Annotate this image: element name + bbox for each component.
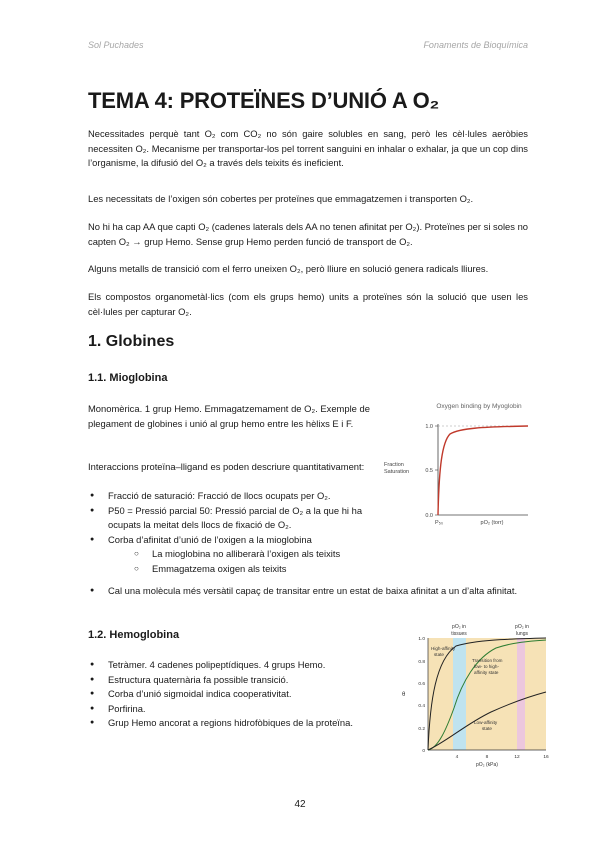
mioglobina-last-bullet	[88, 584, 528, 599]
hemoglobina-bullet-list	[88, 658, 408, 731]
sub-bullet-list	[132, 547, 370, 576]
transition-label-line3: affinity state	[474, 670, 499, 675]
tissues-label-line2: tissues	[451, 631, 467, 637]
y-tick-label: 0.0	[425, 513, 433, 519]
intro-paragraph: Els compostos organometàl·lics (com els grups hemo) units a proteïnes són la solució que usen les cèl·lules per capturar O₂.	[88, 291, 528, 317]
lungs-label-line1: pO₂ in	[515, 624, 529, 630]
hemoglobin-binding-chart	[396, 620, 554, 768]
subsection-heading-mioglobina: 1.1. Mioglobina	[88, 372, 168, 384]
list-item: ● Grup Hemo ancorat a regions hidrofòbiques de la proteïna.	[88, 716, 408, 731]
y-tick-label: 0	[422, 749, 425, 754]
list-item: ● Corba d’unió sigmoidal indica cooperativitat.	[88, 687, 408, 702]
sub-list-item: ○ La mioglobina no alliberarà l’oxigen als teixits	[132, 547, 370, 562]
lungs-label-line2: lungs	[516, 631, 528, 637]
list-item: ● Fracció de saturació: Fracció de llocs ocupats per O₂.	[88, 489, 370, 504]
y-tick-label: 0.2	[418, 727, 425, 732]
y-tick-label: 0.4	[418, 704, 425, 709]
mioglobina-bullet-list	[88, 489, 370, 576]
x-tick-label: 8	[485, 755, 489, 760]
myoglobin-binding-chart	[382, 398, 530, 530]
x-tick-label: 4	[455, 755, 459, 760]
mioglobina-description: Monomèrica. 1 grup Hemo. Emmagatzemament de O₂. Exemple de plegament de globines i unió al grup hemo entre les hèlixs E i F.	[88, 403, 370, 429]
chart-title: Oxygen binding by Myoglobin	[436, 403, 522, 410]
intro-paragraph: Alguns metalls de transició com el ferro uneixen O₂, però lliure en solució genera radicals lliures.	[88, 263, 489, 274]
y-tick-label: 0.6	[418, 682, 425, 687]
lungs-band	[517, 638, 525, 750]
subsection-heading-hemoglobina: 1.2. Hemoglobina	[88, 629, 180, 641]
list-item: ● Porfirina.	[88, 702, 408, 717]
tissues-label-line1: pO₂ in	[452, 624, 466, 630]
high-affinity-label-line1: High-affinity	[431, 646, 456, 651]
header-course: Fonaments de Bioquímica	[423, 40, 528, 50]
p50-label: P₅₀	[435, 520, 444, 526]
list-item: ● Tetràmer. 4 cadenes polipeptídiques. 4 grups Hemo.	[88, 658, 408, 673]
x-tick-label: 16	[543, 755, 549, 760]
x-tick-label: 12	[514, 755, 520, 760]
sub-list-item: ○ Emmagatzema oxigen als teixits	[132, 562, 370, 577]
list-item	[88, 533, 370, 577]
list-item: ● Estructura quaternària fa possible transició.	[88, 673, 408, 688]
y-tick-label: 1.0	[425, 424, 433, 430]
plot-background	[428, 638, 546, 750]
page-title: TEMA 4: PROTEÏNES D’UNIÓ A O₂	[88, 88, 440, 113]
transition-label-line2: low- to high-	[474, 664, 500, 669]
transition-label-line1: Transition from	[472, 658, 503, 663]
low-affinity-label-line2: state	[482, 726, 492, 731]
y-tick-label: 1.0	[418, 637, 425, 642]
y-axis-label-line1: Fraction	[384, 462, 404, 468]
intro-paragraph: No hi ha cap AA que capti O₂ (cadenes laterals dels AA no tenen afinitat per O₂). Proteïnes per si soles no capten O₂ → grup Hemo. Sense grup Hemo perden funció de transport de O₂.	[88, 221, 528, 247]
y-axis-label-line2: Saturation	[384, 469, 410, 475]
header-author: Sol Puchades	[88, 40, 144, 50]
y-tick-label: 0.5	[425, 468, 433, 474]
mioglobina-interactions: Interaccions proteïna–lligand es poden descriure quantitativament:	[88, 461, 365, 472]
intro-paragraph: Necessitades perquè tant O₂ com CO₂ no són gaire solubles en sang, però les cèl·lules aeròbies necessiten O₂. Mecanisme per transportar-los pel torrent sanguini en inhalar o exhalar, ja que un cop dins l’organisme, la difusió del O₂ a través dels teixits és ineficient.	[88, 128, 528, 168]
list-item: ● P50 = Pressió parcial 50: Pressió parcial de O₂ a la que hi ha ocupats la meitat dels llocs de fixació de O₂.	[88, 504, 370, 533]
x-axis-label: pO₂ (kPa)	[476, 762, 498, 768]
list-item-text: Corba d’afinitat d’unió de l’oxigen a la mioglobina	[108, 533, 312, 545]
y-tick-label: 0.8	[418, 660, 425, 665]
high-affinity-label-line2: state	[434, 652, 444, 657]
section-heading-globines: 1. Globines	[88, 333, 175, 350]
list-item: ● Cal una molècula més versàtil capaç de transitar entre un estat de baixa afinitat a un d’alta afinitat.	[88, 584, 528, 599]
myoglobin-curve	[438, 426, 528, 515]
y-axis-label: θ	[402, 692, 406, 698]
low-affinity-label-line1: Low-affinity	[474, 720, 498, 725]
page-number: 42	[294, 799, 306, 810]
x-axis-label: pO₂ (torr)	[480, 520, 504, 526]
intro-paragraph: Les necessitats de l’oxigen són cobertes per proteïnes que emmagatzemen i transporten O₂.	[88, 193, 474, 204]
